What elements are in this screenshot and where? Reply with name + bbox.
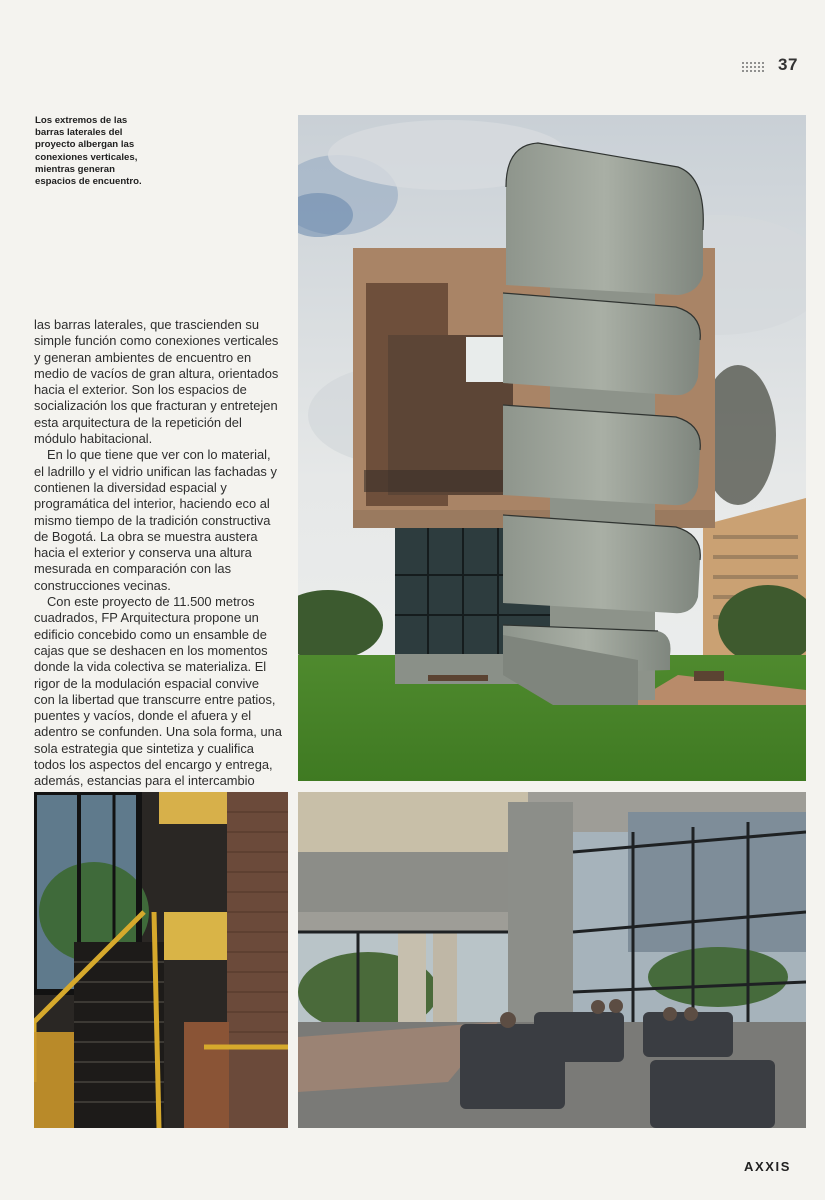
article-paragraph-text: Con este proyecto de 11.500 metros cuadrados, FP Arquitectura propone un edificio concebido como un ensamble de cajas que se deshacen en los momentos donde la vida colectiva se materializa. El rigor de la modulación espacial convive con la libertad que transcurre entre patios, puentes y vacíos, donde el afuera y el adentro se confunden. Una sola forma, una sola estrategia que sintetiza y cualifica todos los aspectos del encargo y entrega, además, estancias para el intercambio xyxy=(34,594,282,789)
caption-line: proyecto albergan las xyxy=(35,139,135,151)
caption-line: espacios de encuentro. xyxy=(35,176,142,188)
caption-line: barras laterales del xyxy=(35,127,123,139)
caption-line: conexiones verticales, xyxy=(35,151,138,163)
page-number: 37 xyxy=(778,55,798,74)
article-paragraph: En lo que tiene que ver con lo material, el ladrillo y el vidrio unifican las fachadas y contienen la diversidad espacial y programática del interior, haciendo eco al mismo tiempo de la tradición constructiva de Bogotá. La obra se muestra austera hacia el exterior y conserva una altura mesurada en comparación con las construcciones vecinas. xyxy=(34,447,277,593)
caption-line: mientras generan xyxy=(35,163,115,175)
building-staircase-photo xyxy=(298,115,806,781)
magazine-brand: AXXIS xyxy=(744,1159,792,1174)
article-paragraph xyxy=(34,594,282,806)
photo-caption xyxy=(35,115,185,188)
caption-line: Los extremos de las xyxy=(35,115,128,126)
lobby-interior-photo xyxy=(298,792,806,1128)
interior-stairwell-photo xyxy=(34,792,288,1128)
article-body xyxy=(34,317,282,806)
dot-grid-ornament xyxy=(741,61,765,73)
article-paragraph: las barras laterales, que trascienden su simple función como conexiones verticales y generan ambientes de encuentro en medio de vacíos de gran altura, orientados hacia el exterior. Son los espacios de socialización los que fracturan y entretejen esta arquitectura de la repetición del módulo habitacional. xyxy=(34,317,279,447)
